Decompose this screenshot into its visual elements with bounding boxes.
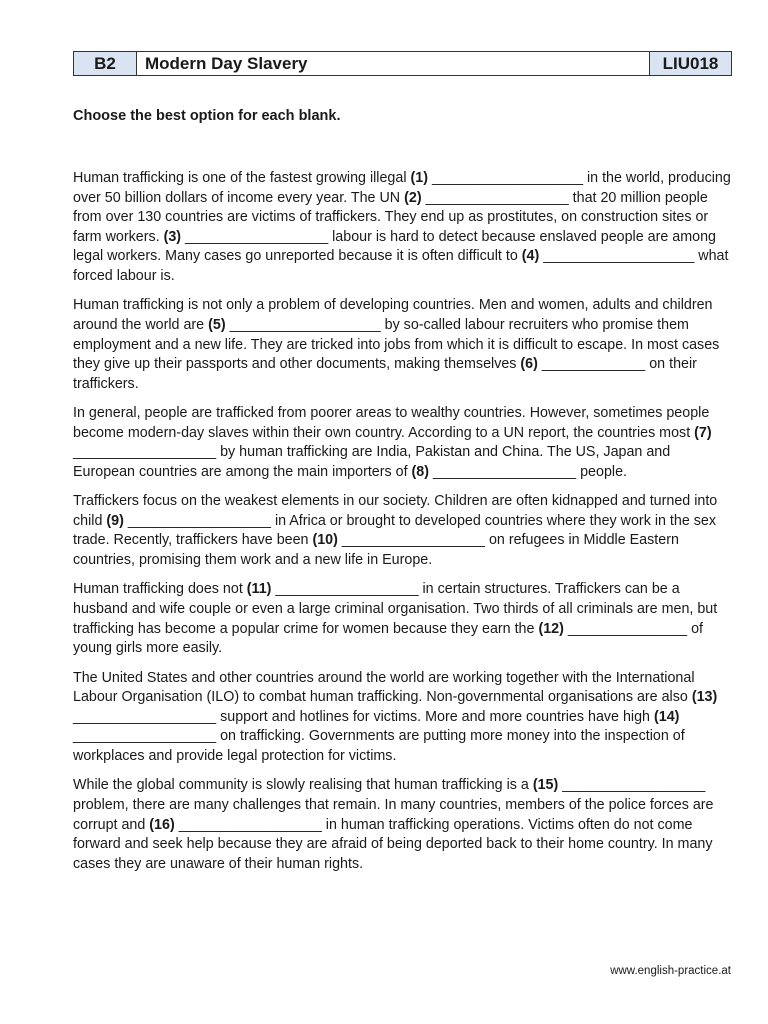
paragraph-text: __________________ on refugees in Middle Eastern countries, promising them work and a new life in Europe. [73,532,679,569]
blank-number: (8) [411,463,430,480]
paragraph [73,169,733,287]
paragraph-text: Human trafficking does not [73,581,247,598]
blank-number: (10) [312,532,338,549]
paragraph-text: __________________ people. [429,463,628,480]
blank-number: (3) [163,228,182,245]
paragraph-text: ___________________ what forced labour is. [73,248,729,284]
blank-number: (16) [149,816,175,833]
paragraph [73,776,733,874]
paragraph [73,580,733,658]
paragraph-text: _______________ of young girls more easily. [73,620,704,657]
paragraph-text: __________________ on trafficking. Governments are putting more money into the inspection of workplaces and provide legal protection for victims. [73,728,685,765]
paragraph-text: __________________ by human trafficking are India, Pakistan and China. The US, Japan and European countries are among the main importers of [73,444,671,480]
paragraph-text: ___________________ by so-called labour recruiters who promise them employment and a new life. They are tricked into jobs from which it is difficult to escape. In most cases they give up their passports and other documents, making themselves [73,316,720,373]
paragraph-text: Traffickers focus on the weakest elements in our society. Children are often kidnapped and turned into child [73,493,718,529]
paragraph-text: In general, people are trafficked from poorer areas to wealthy countries. However, sometimes people become modern-day slaves within their own country. According to a UN report, the countries most [73,405,710,441]
footer-url: www.english-practice.at [610,965,731,977]
blank-number: (2) [404,189,422,206]
paragraph-text: While the global community is slowly realising that human trafficking is a [73,777,533,794]
paragraph [73,669,733,767]
paragraph-text: __________________ problem, there are many challenges that remain. In many countries, members of the police forces are corrupt and [73,777,714,833]
paragraph-text: __________________ in Africa or brought to developed countries where they work in the sex trade. Recently, traffickers have been [73,512,717,549]
paragraph-text: Human trafficking is one of the fastest growing illegal [73,170,411,186]
blank-number: (4) [521,248,540,265]
paragraph-text: __________________ in human trafficking operations. Victims often do not come forward and seek help because they are afraid of being deported back to their home country. In many cases they are unaware of their human rights. [73,816,713,872]
instruction: Choose the best option for each blank. [73,108,341,124]
blank-number: (15) [532,777,559,794]
level-badge: B2 [74,52,137,75]
blank-number: (14) [654,708,680,725]
paragraph [73,296,733,394]
paragraph-text: __________________ in certain structures. Traffickers can be a husband and wife couple or even a large criminal organisation. Two thirds of all criminals are men, but trafficking has become a popular crime for women because they earn the [73,581,718,637]
blank-number: (11) [246,581,272,598]
paragraph-text: The United States and other countries around the world are working together with the International Labour Organisation (ILO) to combat human trafficking. Non-governmental organisations are also [73,669,695,706]
paragraph-text: ___________________ in the world, producing over 50 billion dollars of income every year. The UN [73,170,731,206]
exercise-text [73,169,733,884]
paragraph-text: __________________ that 20 million people from over 130 countries are victims of traffickers. They end up as prostitutes, on construction sites or farm workers. [73,189,709,245]
blank-number: (12) [538,620,564,637]
blank-number: (9) [106,512,124,529]
blank-number: (6) [520,356,538,373]
blank-number: (5) [208,316,226,333]
blank-number: (13) [691,689,718,706]
blank-number: (1) [410,170,428,186]
paragraph-text: _____________ on their traffickers. [73,356,697,392]
paragraph [73,492,733,570]
paragraph-text: Human trafficking is not only a problem of developing countries. Men and women, adults and children around the world are [73,297,713,333]
paragraph-text: __________________ support and hotlines for victims. More and more countries have high [73,708,654,725]
worksheet-header [73,51,732,76]
worksheet-title: Modern Day Slavery [137,52,649,75]
paragraph [73,404,733,482]
blank-number: (7) [694,424,712,441]
paragraph-text: __________________ labour is hard to detect because enslaved people are among legal workers. Many cases go unreported because it is often difficult to [73,228,717,265]
worksheet-code: LIU018 [649,52,731,75]
